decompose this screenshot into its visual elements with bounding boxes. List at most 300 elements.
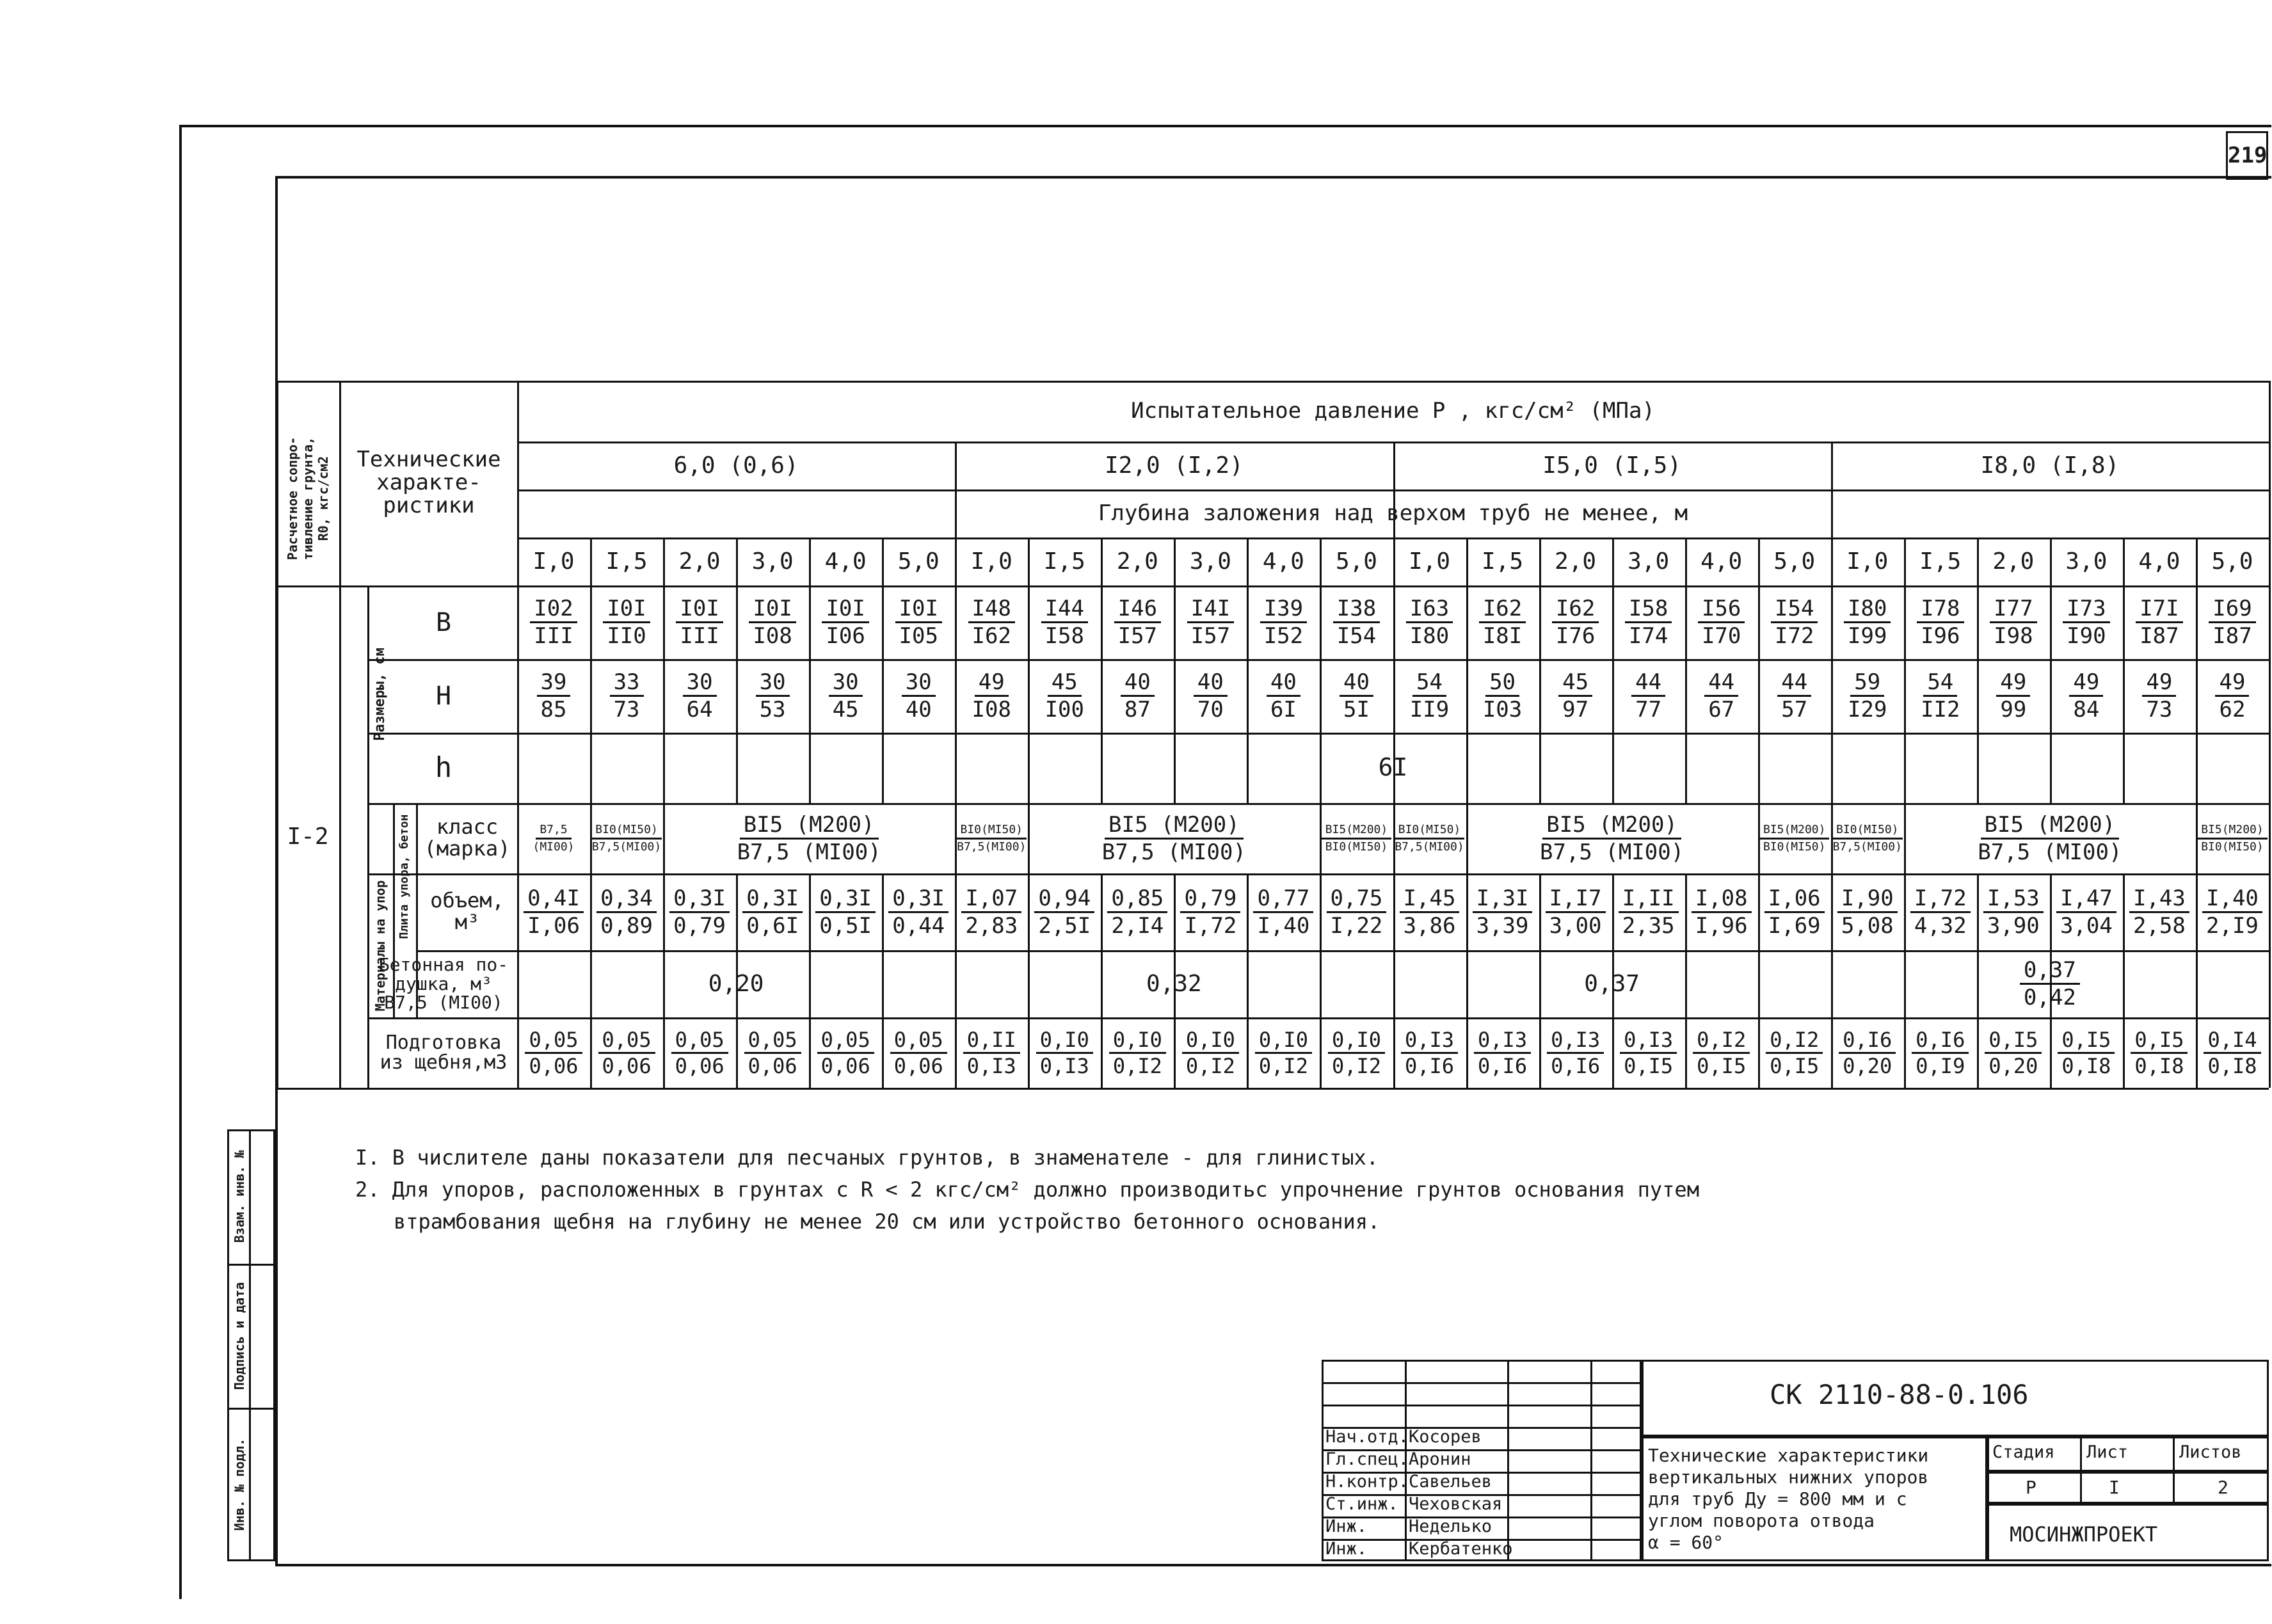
numerator: 0,I0	[1328, 1028, 1385, 1054]
denominator: I87	[2212, 623, 2252, 649]
B-value	[2196, 585, 2269, 659]
numerator: 0,79	[1180, 886, 1240, 913]
numerator: BI0(MI50)	[1832, 822, 1903, 840]
denominator: 45	[832, 697, 859, 722]
denominator: I98	[1994, 623, 2033, 649]
row-label-h: h	[435, 751, 452, 784]
denominator: 73	[613, 697, 640, 722]
numerator: I58	[1625, 596, 1672, 623]
denominator: I87	[2140, 623, 2179, 649]
numerator: 0,37	[2020, 957, 2080, 985]
denominator: 0,44	[892, 912, 945, 939]
denominator: 0,06	[748, 1053, 797, 1078]
class-value	[1466, 803, 1758, 873]
numerator: I62	[1479, 596, 1526, 623]
depth-value: I,5	[605, 548, 648, 575]
doc-code: СК 2110-88-0.106	[1770, 1379, 2029, 1410]
gravel-value	[882, 1017, 955, 1088]
H-value	[1320, 659, 1393, 733]
denominator: 3,90	[1987, 912, 2040, 939]
class-value	[1758, 803, 1831, 873]
H-value	[736, 659, 809, 733]
denominator: 0,I8	[2207, 1053, 2257, 1078]
numerator: 49	[1996, 669, 2030, 697]
B-value	[1612, 585, 1685, 659]
B-value	[2050, 585, 2123, 659]
volume-value	[955, 873, 1028, 950]
denominator: 0,06	[529, 1053, 579, 1078]
volume-value	[2050, 873, 2123, 950]
numerator: I63	[1406, 596, 1453, 623]
pressure-title: Испытательное давление Р , кгс/см² (МПа)	[1131, 397, 1655, 424]
numerator: BI5 (M200)	[1981, 812, 2120, 840]
H-value	[1612, 659, 1685, 733]
numerator: I,08	[1692, 886, 1752, 913]
denominator: 2,I9	[2206, 912, 2259, 939]
denominator: 97	[1562, 697, 1589, 722]
row-label-class: класс (марка)	[424, 815, 511, 861]
denominator: 2,I4	[1111, 912, 1164, 939]
volume-value	[1247, 873, 1320, 950]
denominator: B7,5 (MI00)	[1101, 839, 1246, 865]
depth-value: 4,0	[1700, 548, 1743, 575]
numerator: 0,05	[525, 1028, 582, 1054]
class-value	[590, 803, 663, 873]
numerator: 0,4I	[524, 886, 584, 913]
numerator: 0,05	[744, 1028, 801, 1054]
numerator: 0,I0	[1182, 1028, 1239, 1054]
description-line: вертикальных нижних упоров	[1648, 1467, 1929, 1488]
numerator: 0,I3	[1620, 1028, 1677, 1054]
denominator: I,40	[1257, 912, 1310, 939]
description-line: углом поворота отвода	[1648, 1510, 1875, 1531]
numerator: I,06	[1764, 886, 1825, 913]
numerator: I,II	[1619, 886, 1679, 913]
volume-value	[1320, 873, 1393, 950]
denominator: 0,I5	[1624, 1053, 1674, 1078]
numerator: I0I	[822, 596, 868, 623]
numerator: 30	[756, 669, 790, 697]
numerator: 0,I3	[1474, 1028, 1531, 1054]
description-line: Технические характеристики	[1648, 1445, 1929, 1466]
slab-group-label: Плита упора, бетон	[397, 814, 411, 939]
numerator: 30	[902, 669, 936, 697]
denominator: II0	[607, 623, 646, 649]
numerator: I,72	[1910, 886, 1971, 913]
denominator: 67	[1708, 697, 1735, 722]
numerator: 39	[537, 669, 571, 697]
numerator: I7I	[2136, 596, 2182, 623]
numerator: I,47	[2056, 886, 2116, 913]
denominator: 0,6I	[746, 912, 799, 939]
sheets-value: 2	[2218, 1477, 2228, 1498]
depth-value: 2,0	[1555, 548, 1597, 575]
numerator: 0,I0	[1109, 1028, 1166, 1054]
signer-name: Савельев	[1409, 1472, 1492, 1492]
denominator: 0,20	[1988, 1053, 2038, 1078]
volume-value	[1904, 873, 1977, 950]
numerator: 49	[2215, 669, 2249, 697]
numerator: 0,34	[596, 886, 657, 913]
numerator: I,3I	[1473, 886, 1533, 913]
numerator: 0,I2	[1766, 1028, 1823, 1054]
denominator: I70	[1701, 623, 1741, 649]
denominator: I72	[1775, 623, 1814, 649]
pressure-value: 6,0 (0,6)	[673, 452, 799, 479]
signer-role: Инж.	[1325, 1517, 1368, 1536]
denominator: B7,5 (MI00)	[1978, 839, 2122, 865]
volume-value	[736, 873, 809, 950]
volume-value	[1539, 873, 1612, 950]
denominator: 0,I8	[2061, 1053, 2111, 1078]
numerator: 0,85	[1107, 886, 1167, 913]
numerator: I62	[1552, 596, 1599, 623]
depth-value: I,0	[970, 548, 1012, 575]
gravel-value	[955, 1017, 1028, 1088]
numerator: 49	[975, 669, 1009, 697]
volume-value	[1685, 873, 1758, 950]
depth-value: 4,0	[1262, 548, 1304, 575]
denominator: 70	[1197, 697, 1224, 722]
H-value	[882, 659, 955, 733]
denominator: 0,20	[1843, 1053, 1892, 1078]
denominator: III	[680, 623, 719, 649]
denominator: 77	[1635, 697, 1662, 722]
sizes-group-label: Размеры, см	[372, 648, 388, 741]
numerator: 45	[1558, 669, 1592, 697]
tech-characteristics-header: Технические характе- ристики	[356, 447, 501, 518]
depth-value: 4,0	[824, 548, 867, 575]
numerator: I39	[1260, 596, 1307, 623]
denominator: B7,5(MI00)	[591, 840, 662, 854]
denominator: 62	[2219, 697, 2246, 722]
denominator: 4,32	[1914, 912, 1967, 939]
H-value	[809, 659, 882, 733]
gravel-value	[1685, 1017, 1758, 1088]
denominator: B7,5 (MI00)	[1540, 839, 1684, 865]
H-value	[2050, 659, 2123, 733]
B-value	[1758, 585, 1831, 659]
class-value	[1028, 803, 1320, 873]
denominator: 3,39	[1476, 912, 1529, 939]
H-value	[1831, 659, 1904, 733]
gravel-value	[517, 1017, 590, 1088]
class-value	[1393, 803, 1466, 873]
numerator: 0,I6	[1912, 1028, 1969, 1054]
numerator: 0,3I	[815, 886, 876, 913]
volume-value	[1977, 873, 2050, 950]
denominator: 3,04	[2060, 912, 2113, 939]
B-value	[955, 585, 1028, 659]
H-value	[663, 659, 736, 733]
denominator: I52	[1263, 623, 1304, 649]
signature-row-line	[1322, 1405, 1642, 1406]
denominator: 0,I6	[1478, 1053, 1528, 1078]
denominator: B7,5 (MI00)	[737, 839, 881, 865]
pressure-value: I5,0 (I,5)	[1542, 452, 1681, 479]
denominator: 0,I5	[1697, 1053, 1747, 1078]
denominator: 57	[1781, 697, 1808, 722]
denominator: 40	[905, 697, 932, 722]
numerator: 0,I3	[1547, 1028, 1604, 1054]
denominator: I,72	[1184, 912, 1237, 939]
numerator: 50	[1485, 669, 1519, 697]
class-value	[517, 803, 590, 873]
numerator: 44	[1704, 669, 1738, 697]
denominator: 0,06	[675, 1053, 724, 1078]
denominator: II2	[1921, 697, 1960, 722]
B-value	[1977, 585, 2050, 659]
B-value	[1028, 585, 1101, 659]
gravel-value	[1466, 1017, 1539, 1088]
denominator: I58	[1044, 623, 1084, 649]
sheets-label: Листов	[2179, 1442, 2242, 1462]
numerator: 0,I4	[2204, 1028, 2260, 1054]
denominator: 5I	[1343, 697, 1370, 722]
class-value	[955, 803, 1028, 873]
depth-value: 3,0	[1628, 548, 1670, 575]
denominator: I,96	[1695, 912, 1748, 939]
numerator: BI0(MI50)	[1395, 822, 1465, 840]
gravel-value	[1831, 1017, 1904, 1088]
concrete-value: 0,37	[1584, 970, 1640, 997]
denominator: 84	[2073, 697, 2100, 722]
h-value: 6I	[1378, 753, 1408, 782]
sheet-number: 219	[2226, 131, 2268, 180]
denominator: I90	[2067, 623, 2106, 649]
soil-col-line	[339, 381, 341, 1088]
note-2: 2. Для упоров, расположенных в грунтах с R < 2 кгс/см² должно производитьс упрочнение грунтов основания путем	[355, 1177, 1699, 1202]
numerator: I0I	[676, 596, 723, 623]
denominator: 85	[540, 697, 567, 722]
numerator: BI5 (M200)	[1542, 812, 1681, 840]
numerator: I69	[2209, 596, 2255, 623]
class-value	[1320, 803, 1393, 873]
stage-divider	[2080, 1437, 2082, 1504]
row-label-concrete: Бетонная по- душка, м³ B7,5 (MI00)	[378, 954, 509, 1014]
numerator: BI5(M200)	[2197, 822, 2268, 840]
volume-value	[1831, 873, 1904, 950]
denominator: 0,I3	[966, 1053, 1016, 1078]
denominator: 3,86	[1403, 912, 1456, 939]
H-value	[590, 659, 663, 733]
denominator: 0,5I	[819, 912, 872, 939]
numerator: 54	[1412, 669, 1446, 697]
numerator: 0,05	[817, 1028, 874, 1054]
H-value	[1028, 659, 1101, 733]
H-value	[1977, 659, 2050, 733]
denominator: I08	[972, 697, 1011, 722]
B-value	[882, 585, 955, 659]
depth-value: 5,0	[897, 548, 940, 575]
B-value	[1904, 585, 1977, 659]
denominator: I96	[1921, 623, 1960, 649]
numerator: I,40	[2202, 886, 2262, 913]
denominator: 5,08	[1841, 912, 1894, 939]
numerator: BI5 (M200)	[740, 812, 879, 840]
numerator: 40	[1340, 669, 1373, 697]
numerator: 0,05	[671, 1028, 728, 1054]
volume-value	[517, 873, 590, 950]
denominator: II9	[1409, 697, 1450, 722]
soil-resistance-header: Расчетное сопро- тивление грунта, R0, кгс/см2	[285, 436, 331, 561]
class-value	[663, 803, 955, 873]
numerator: BI5 (M200)	[1105, 812, 1244, 840]
numerator: 0,05	[890, 1028, 947, 1054]
denominator: I8I	[1482, 623, 1523, 649]
depth-value: 5,0	[2211, 548, 2253, 575]
gravel-value	[1320, 1017, 1393, 1088]
numerator: 0,II	[963, 1028, 1020, 1054]
volume-value	[2196, 873, 2269, 950]
gravel-value	[1539, 1017, 1612, 1088]
numerator: I,I7	[1546, 886, 1606, 913]
denominator: B7,5(MI00)	[1395, 840, 1464, 854]
denominator: I62	[972, 623, 1011, 649]
numerator: 0,77	[1253, 886, 1313, 913]
numerator: 54	[1923, 669, 1957, 697]
numerator: 0,3I	[742, 886, 803, 913]
B-value	[1539, 585, 1612, 659]
B-value	[590, 585, 663, 659]
numerator: I0I	[895, 596, 942, 623]
depth-value: 2,0	[1992, 548, 2035, 575]
signer-role: Нач.отд.	[1325, 1427, 1409, 1447]
numerator: I,90	[1837, 886, 1898, 913]
depth-value: 2,0	[678, 548, 721, 575]
stage-divider	[2173, 1437, 2175, 1504]
numerator: 59	[1850, 669, 1884, 697]
row-label-gravel: Подготовка из щебня,м3	[380, 1031, 508, 1074]
stamp-label: Подпись и дата	[232, 1282, 247, 1390]
signer-role: Н.контр.	[1325, 1472, 1409, 1492]
denominator: 2,83	[965, 912, 1018, 939]
denominator: I03	[1482, 697, 1523, 722]
numerator: BI0(MI50)	[591, 822, 662, 840]
denominator: 0,06	[820, 1053, 870, 1078]
description-line: для труб Ду = 800 мм и с	[1648, 1488, 1907, 1509]
denominator: I,06	[527, 912, 580, 939]
numerator: 33	[610, 669, 644, 697]
gravel-value	[1101, 1017, 1174, 1088]
numerator: I02	[530, 596, 577, 623]
gravel-value	[1174, 1017, 1247, 1088]
depth-value: I,5	[1043, 548, 1085, 575]
signer-name: Косорев	[1409, 1427, 1482, 1447]
H-value	[1685, 659, 1758, 733]
soil-value: I-2	[287, 823, 329, 850]
numerator: 44	[1631, 669, 1665, 697]
numerator: I46	[1114, 596, 1161, 623]
numerator: I56	[1698, 596, 1745, 623]
numerator: I73	[2063, 596, 2109, 623]
stamp-label: Взам. инв. №	[232, 1150, 247, 1243]
depth-value: 3,0	[751, 548, 794, 575]
numerator: I,53	[1983, 886, 2044, 913]
sheet-label: Лист	[2086, 1442, 2129, 1462]
B-value	[2123, 585, 2196, 659]
numerator: 0,I5	[2131, 1028, 2188, 1054]
B-value	[1466, 585, 1539, 659]
numerator: 0,I6	[1839, 1028, 1896, 1054]
gravel-value	[1977, 1017, 2050, 1088]
B-value	[1174, 585, 1247, 659]
signature-col-line	[1507, 1360, 1509, 1561]
gravel-value	[1028, 1017, 1101, 1088]
denominator: 0,06	[893, 1053, 943, 1078]
signer-role: Ст.инж.	[1325, 1494, 1398, 1514]
gravel-value	[2123, 1017, 2196, 1088]
H-value	[1539, 659, 1612, 733]
numerator: 49	[2142, 669, 2176, 697]
denominator: 2,58	[2132, 912, 2186, 939]
denominator: I99	[1848, 623, 1887, 649]
depth-value: I,0	[1409, 548, 1451, 575]
denominator: I00	[1044, 697, 1084, 722]
denominator: I57	[1117, 623, 1158, 649]
depth-title: Глубина заложения над верхом труб не менее, м	[1098, 500, 1688, 526]
volume-value	[1758, 873, 1831, 950]
volume-value	[882, 873, 955, 950]
denominator: BI0(MI50)	[1763, 840, 1826, 854]
numerator: 0,I5	[2058, 1028, 2115, 1054]
sheet-value: I	[2109, 1477, 2120, 1498]
pressure-value: I8,0 (I,8)	[1980, 452, 2120, 479]
denominator: I76	[1555, 623, 1596, 649]
gravel-value	[809, 1017, 882, 1088]
signature-row-line	[1322, 1382, 1642, 1384]
depth-value: 5,0	[1773, 548, 1816, 575]
numerator: 49	[2069, 669, 2103, 697]
denominator: BI0(MI50)	[1325, 840, 1388, 854]
H-value	[1904, 659, 1977, 733]
numerator: I0I	[749, 596, 796, 623]
gravel-value	[2196, 1017, 2269, 1088]
numerator: I,07	[961, 886, 1021, 913]
numerator: 0,75	[1327, 886, 1387, 913]
signer-role: Гл.спец.	[1325, 1449, 1409, 1469]
numerator: BI5(M200)	[1759, 822, 1830, 840]
gravel-value	[1612, 1017, 1685, 1088]
depth-value: I,0	[1846, 548, 1889, 575]
depth-value: 5,0	[1335, 548, 1377, 575]
denominator: 2,5I	[1038, 912, 1091, 939]
volume-value	[663, 873, 736, 950]
signer-name: Кербатенко	[1409, 1539, 1513, 1559]
B-value	[1685, 585, 1758, 659]
denominator: I57	[1190, 623, 1231, 649]
denominator: 73	[2146, 697, 2173, 722]
volume-value	[1028, 873, 1101, 950]
class-value	[1904, 803, 2196, 873]
group-col-line	[367, 585, 369, 1088]
numerator: I,45	[1400, 886, 1460, 913]
stage-label: Стадия	[1992, 1442, 2055, 1462]
signer-name: Неделько	[1409, 1517, 1492, 1536]
gravel-value	[1393, 1017, 1466, 1088]
numerator: I0I	[603, 596, 650, 623]
org-name: МОСИНЖПРОЕКТ	[2010, 1522, 2158, 1547]
numerator: 0,I0	[1255, 1028, 1312, 1054]
stamp-label: Инв. № подл.	[232, 1438, 247, 1531]
B-value	[1101, 585, 1174, 659]
numerator: 44	[1777, 669, 1811, 697]
denominator: 0,I2	[1258, 1053, 1308, 1078]
denominator: III	[534, 623, 573, 649]
B-value	[809, 585, 882, 659]
numerator: 0,I0	[1036, 1028, 1093, 1054]
right-border	[2269, 381, 2271, 1088]
